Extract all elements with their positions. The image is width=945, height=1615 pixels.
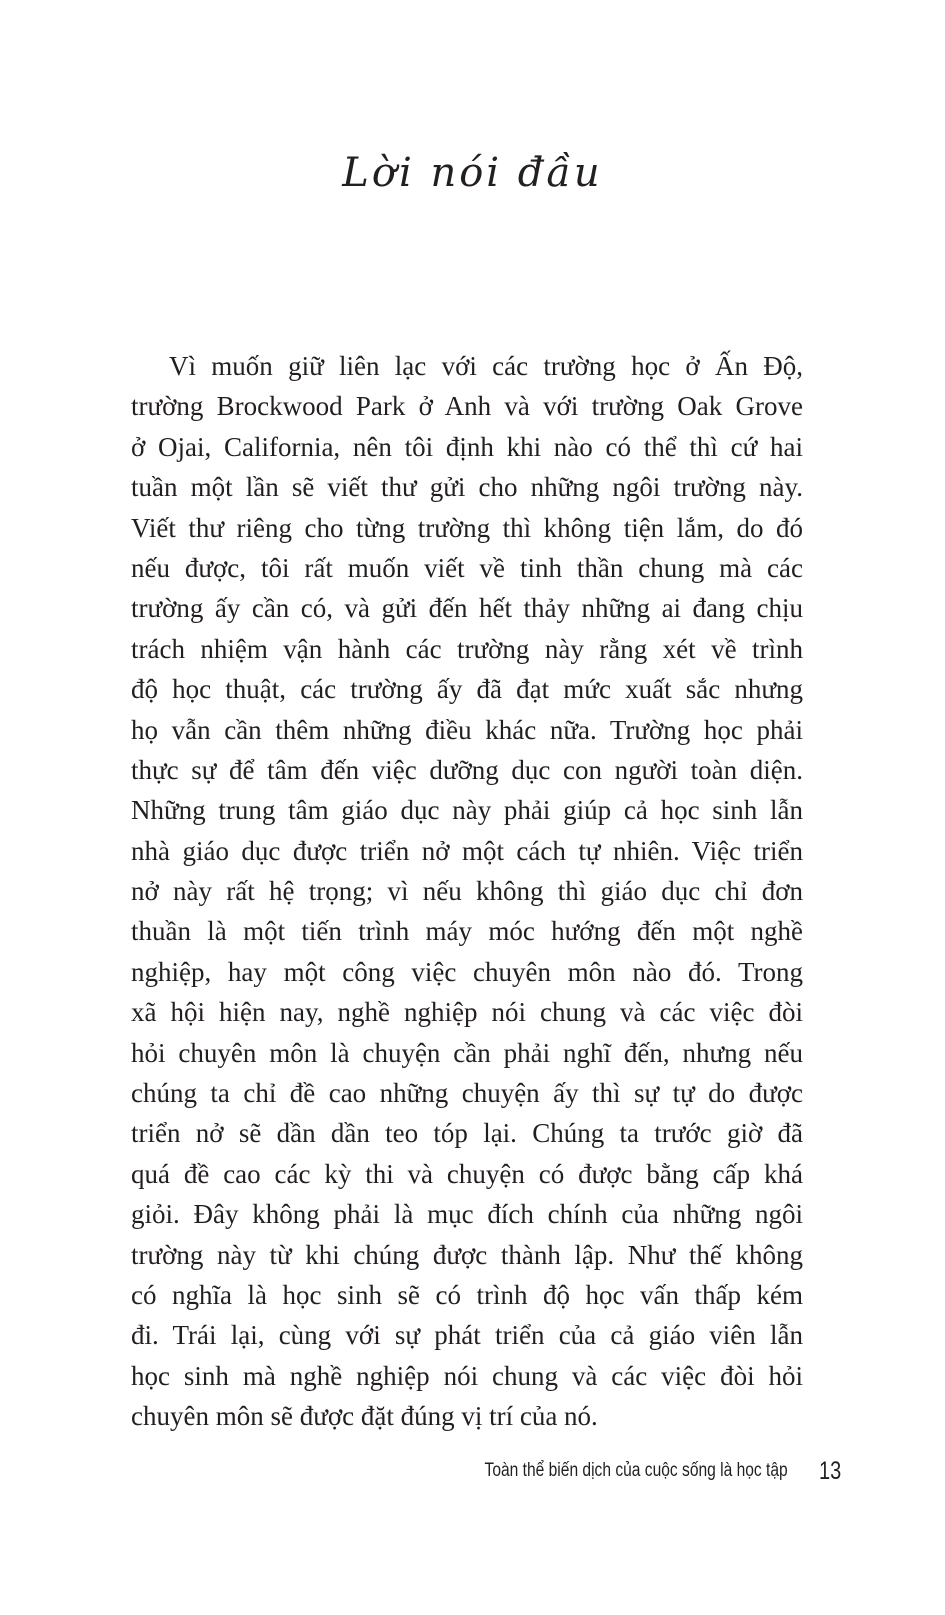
text-line: giỏi. Đây không phải là mục đích chính của những ngôi bbox=[131, 1199, 803, 1230]
text-line: nếu được, tôi rất muốn viết về tinh thần chung mà các bbox=[131, 552, 803, 583]
body-paragraph bbox=[131, 346, 803, 1437]
text-line: nghiệp, hay một công việc chuyên môn nào đó. Trong bbox=[131, 956, 803, 987]
text-line: xã hội hiện nay, nghề nghiệp nói chung và các việc đòi bbox=[131, 997, 803, 1028]
text-line: trường Brockwood Park ở Anh và với trường Oak Grove bbox=[131, 391, 803, 422]
text-line: tuần một lần sẽ viết thư gửi cho những ngôi trường này. bbox=[131, 472, 803, 503]
text-line: có nghĩa là học sinh sẽ có trình độ học vấn thấp kém bbox=[131, 1279, 803, 1310]
text-line: thực sự để tâm đến việc dưỡng dục con người toàn diện. bbox=[131, 754, 803, 785]
text-line: đi. Trái lại, cùng với sự phát triển của cả giáo viên lẫn bbox=[131, 1320, 803, 1351]
page-footer bbox=[0, 1457, 945, 1490]
text-line: Những trung tâm giáo dục này phải giúp cả học sinh lẫn bbox=[131, 795, 803, 826]
text-line: độ học thuật, các trường ấy đã đạt mức xuất sắc nhưng bbox=[131, 674, 803, 705]
text-line: nở này rất hệ trọng; vì nếu không thì giáo dục chỉ đơn bbox=[131, 876, 803, 907]
text-line: nhà giáo dục được triển nở một cách tự nhiên. Việc triển bbox=[131, 835, 803, 866]
text-line: triển nở sẽ dần dần teo tóp lại. Chúng ta trước giờ đã bbox=[131, 1118, 803, 1149]
text-line: thuần là một tiến trình máy móc hướng đến một nghề bbox=[131, 916, 803, 947]
text-line: học sinh mà nghề nghiệp nói chung và các việc đòi hỏi bbox=[131, 1360, 803, 1391]
text-line: hỏi chuyên môn là chuyện cần phải nghĩ đến, nhưng nếu bbox=[131, 1037, 803, 1068]
text-line: ở Ojai, California, nên tôi định khi nào có thể thì cứ hai bbox=[131, 431, 803, 462]
running-title: Toàn thể biến dịch của cuộc sống là học tập bbox=[484, 1460, 788, 1481]
chapter-title: Lời nói đầu bbox=[342, 150, 603, 196]
text-line: chuyên môn sẽ được đặt đúng vị trí của nó. bbox=[131, 1401, 598, 1432]
text-line: trường này từ khi chúng được thành lập. Như thế không bbox=[131, 1239, 803, 1270]
text-line: họ vẫn cần thêm những điều khác nữa. Trường học phải bbox=[131, 714, 803, 745]
text-line: chúng ta chỉ đề cao những chuyện ấy thì sự tự do được bbox=[131, 1078, 803, 1109]
text-line: trường ấy cần có, và gửi đến hết thảy những ai đang chịu bbox=[131, 593, 803, 624]
page-number: 13 bbox=[819, 1457, 842, 1485]
text-line: Vì muốn giữ liên lạc với các trường học ở Ấn Độ, bbox=[169, 351, 803, 381]
text-line: quá đề cao các kỳ thi và chuyện có được bằng cấp khá bbox=[131, 1158, 803, 1189]
text-line: Viết thư riêng cho từng trường thì không tiện lắm, do đó bbox=[131, 512, 803, 543]
text-line: trách nhiệm vận hành các trường này rằng xét về trình bbox=[131, 633, 803, 664]
